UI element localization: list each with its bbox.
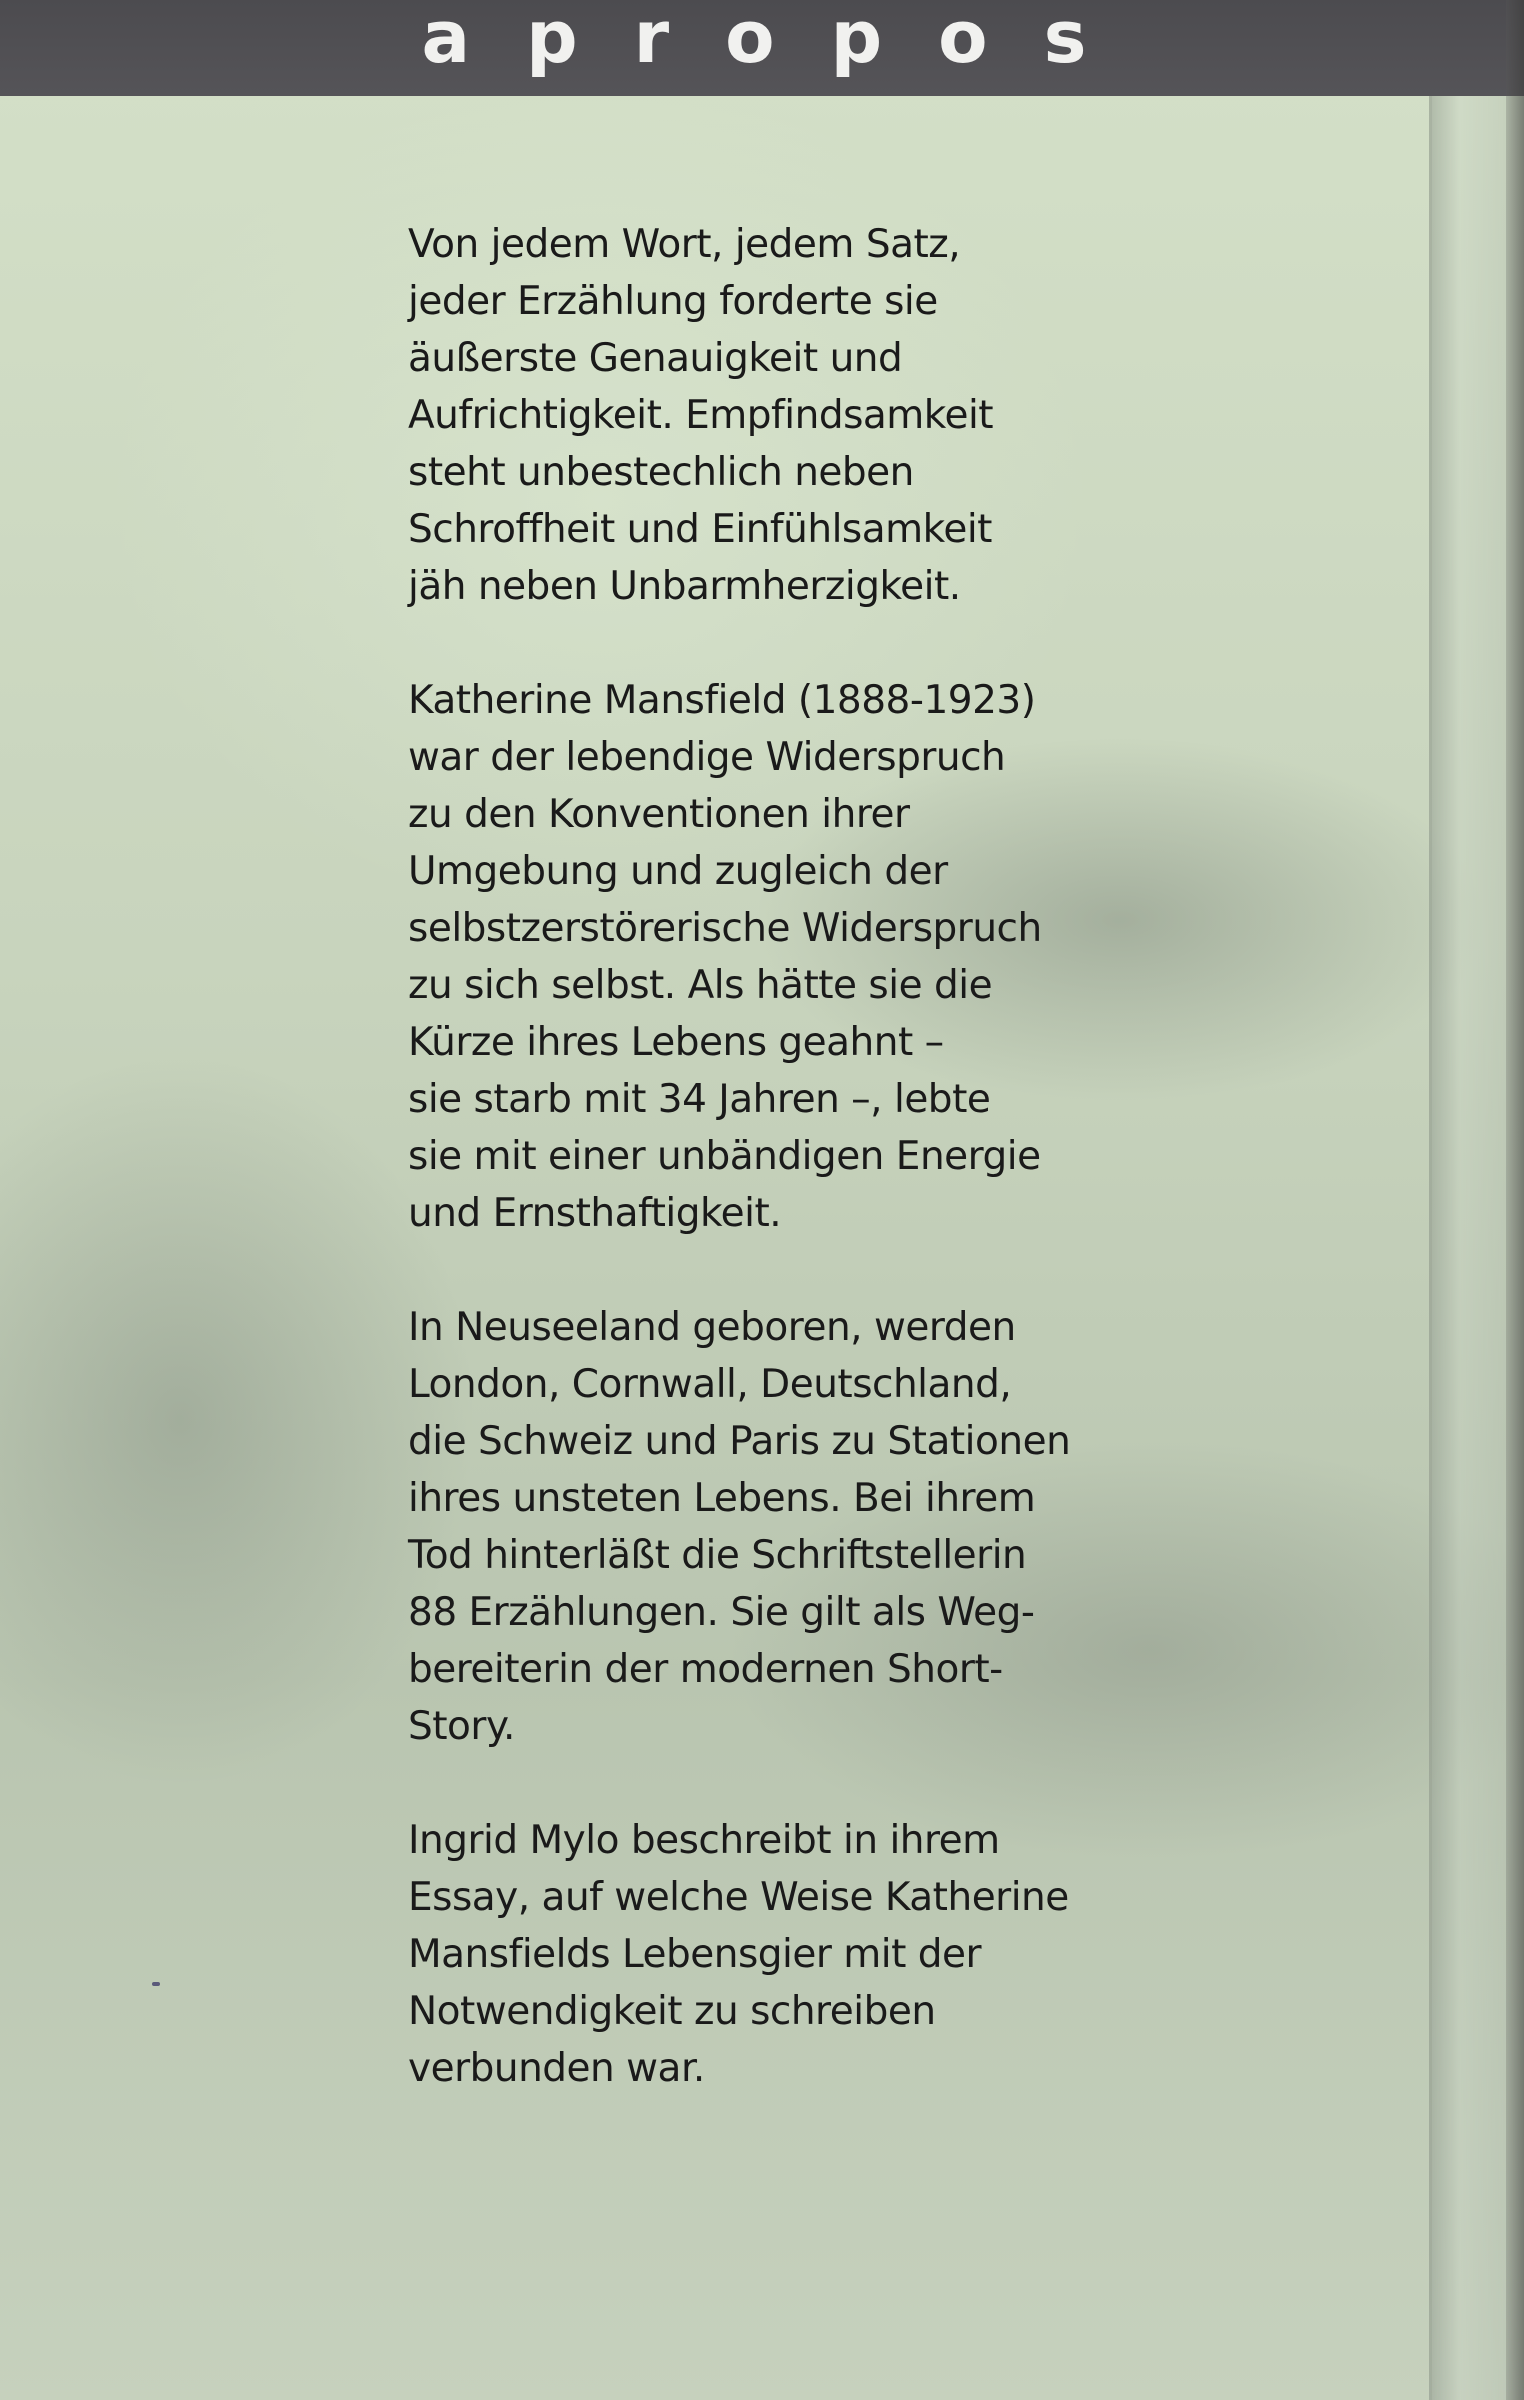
blurb-line: Von jedem Wort, jedem Satz, [408, 222, 961, 267]
blurb-line: war der lebendige Widerspruch [408, 735, 1006, 780]
blurb-line: bereiterin der modernen Short- [408, 1647, 1003, 1692]
blurb-line: zu sich selbst. Als hätte sie die [408, 963, 993, 1008]
blurb-paragraph-4 [408, 1812, 1168, 2097]
blurb-line: Tod hinterläßt die Schriftstellerin [408, 1533, 1027, 1578]
blurb-line: Umgebung und zugleich der [408, 849, 948, 894]
book-spine-edge [1506, 0, 1524, 2400]
blurb-line: jäh neben Unbarmherzigkeit. [408, 564, 961, 609]
blurb-line: selbstzerstörerische Widerspruch [408, 906, 1042, 951]
series-brand-name: apropos [421, 0, 1143, 79]
blurb-line: Aufrichtigkeit. Empfindsamkeit [408, 393, 994, 438]
blurb-paragraph-3 [408, 1299, 1168, 1755]
blurb-line: die Schweiz und Paris zu Stationen [408, 1419, 1071, 1464]
blurb-line: In Neuseeland geboren, werden [408, 1305, 1016, 1350]
blurb-line: jeder Erzählung forderte sie [408, 279, 938, 324]
blurb-line: sie starb mit 34 Jahren –, lebte [408, 1077, 991, 1122]
blurb-paragraph-1 [408, 216, 1168, 615]
blurb-line: Mansfields Lebensgier mit der [408, 1932, 982, 1977]
blurb-line: Ingrid Mylo beschreibt in ihrem [408, 1818, 1000, 1863]
blurb-line: Schroffheit und Einfühlsamkeit [408, 507, 992, 552]
blurb-line: sie mit einer unbändigen Energie [408, 1134, 1041, 1179]
blurb-line: und Ernsthaftigkeit. [408, 1191, 782, 1236]
blurb-line: steht unbestechlich neben [408, 450, 914, 495]
blurb-line: Essay, auf welche Weise Katherine [408, 1875, 1069, 1920]
blurb-line: 88 Erzählungen. Sie gilt als Weg- [408, 1590, 1035, 1635]
ink-speck [152, 1982, 160, 1986]
blurb-line: äußerste Genauigkeit und [408, 336, 903, 381]
blurb-line: zu den Konventionen ihrer [408, 792, 910, 837]
series-header-band [0, 0, 1524, 96]
blurb-line: London, Cornwall, Deutschland, [408, 1362, 1012, 1407]
blurb-line: Story. [408, 1704, 515, 1749]
blurb-line: Katherine Mansfield (1888-1923) [408, 678, 1036, 723]
blurb-line: verbunden war. [408, 2046, 705, 2091]
blurb-line: Notwendigkeit zu schreiben [408, 1989, 936, 2034]
blurb-text [408, 216, 1168, 2154]
blurb-line: Kürze ihres Lebens geahnt – [408, 1020, 944, 1065]
blurb-paragraph-2 [408, 672, 1168, 1242]
blurb-line: ihres unsteten Lebens. Bei ihrem [408, 1476, 1036, 1521]
